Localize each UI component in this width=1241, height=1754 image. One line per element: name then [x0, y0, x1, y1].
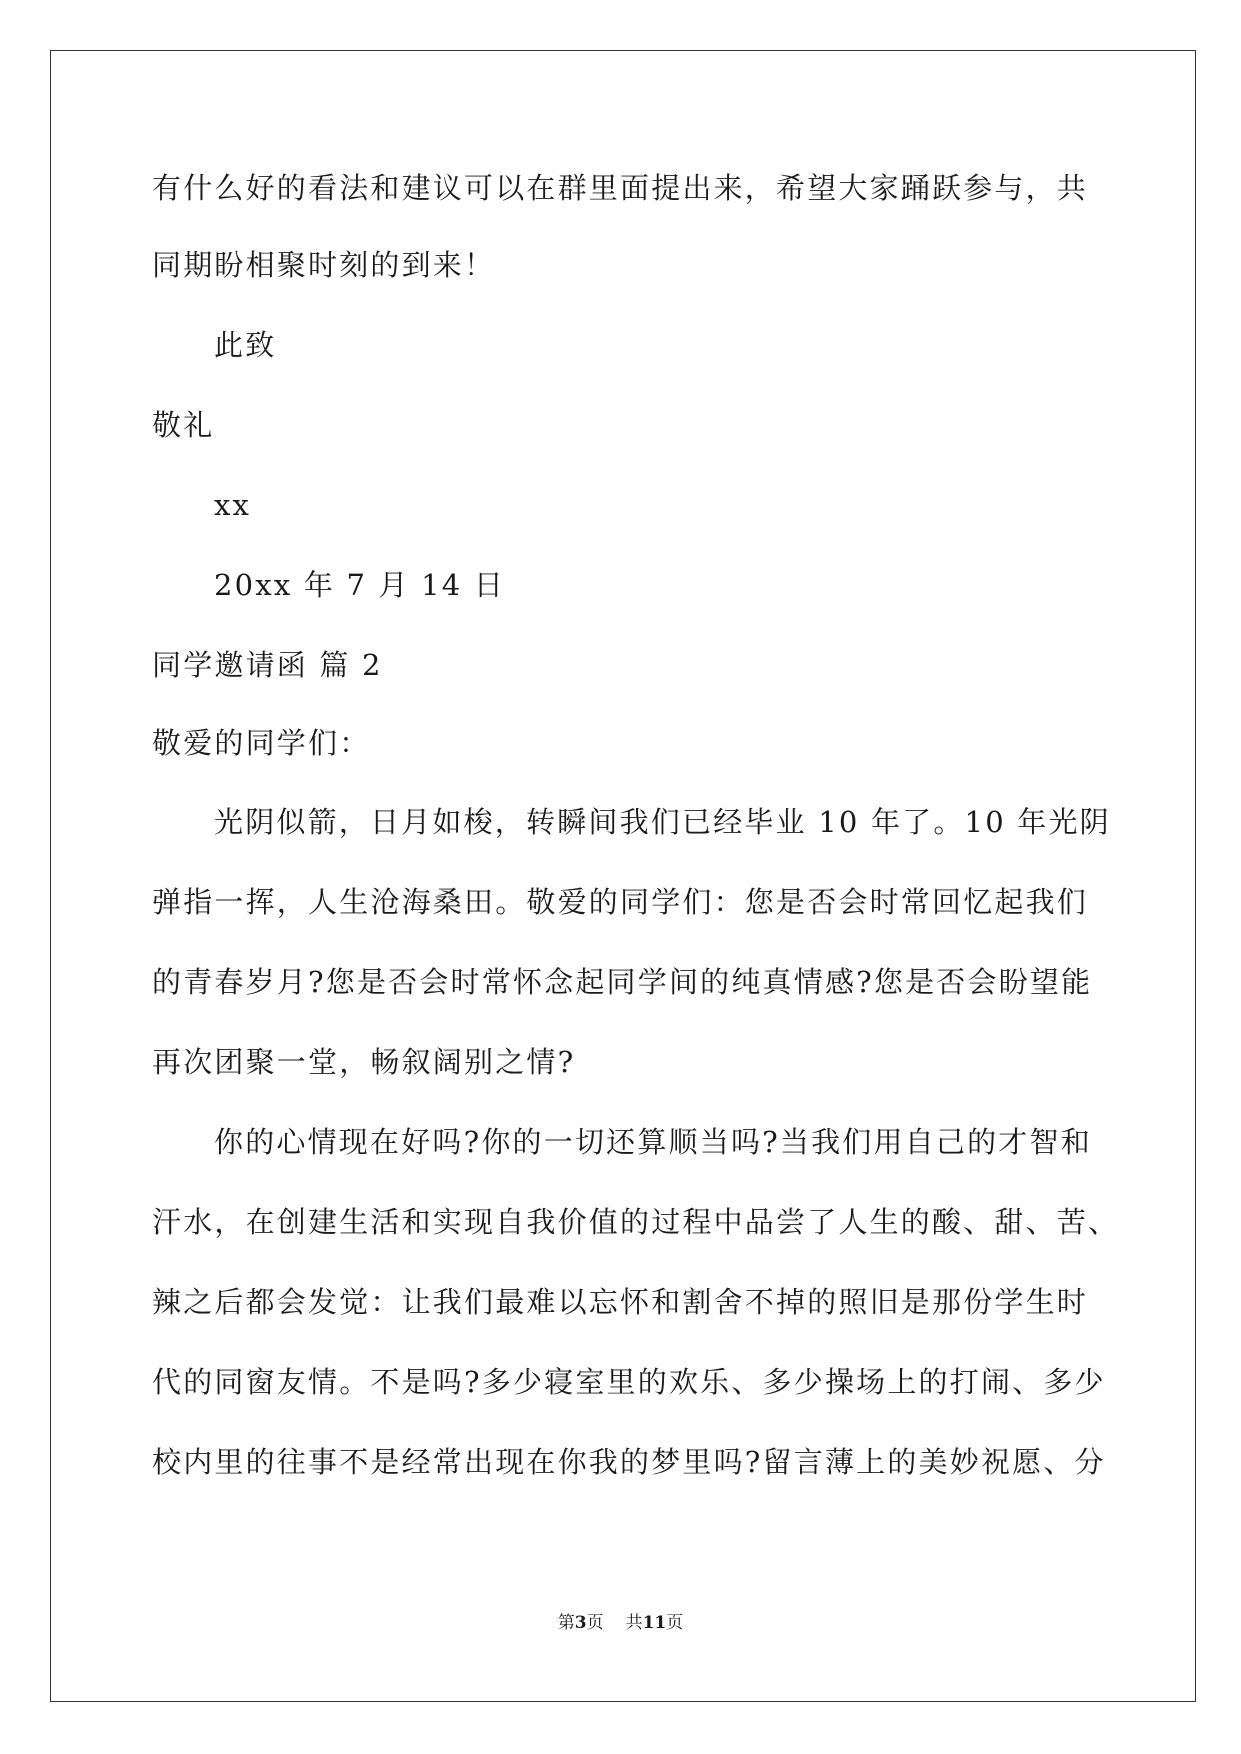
text-line: 有什么好的看法和建议可以在群里面提出来，希望大家踊跃参与，共: [152, 171, 1089, 205]
signature-date: 20xx 年 7 月 14 日: [214, 568, 506, 602]
text-line: 同期盼相聚时刻的到来！: [152, 248, 496, 282]
text-line: 辣之后都会发觉：让我们最难以忘怀和割舍不掉的照旧是那份学生时: [152, 1285, 1089, 1319]
footer-page-word: 页: [586, 1613, 604, 1633]
footer-total-prefix: 共: [625, 1613, 643, 1633]
closing-regards: 敬礼: [152, 408, 215, 442]
page-footer: [0, 1608, 1241, 1633]
text-line: 代的同窗友情。不是吗?多少寝室里的欢乐、多少操场上的打闹、多少: [152, 1365, 1106, 1399]
footer-total-suffix: 页: [666, 1613, 684, 1633]
signature-name: xx: [214, 488, 252, 522]
closing-salutation: 此致: [214, 328, 277, 362]
text-line: 的青春岁月?您是否会时常怀念起同学间的纯真情感?您是否会盼望能: [152, 965, 1093, 999]
text-line: 弹指一挥，人生沧海桑田。敬爱的同学们：您是否会时常回忆起我们: [152, 885, 1089, 919]
text-line: 你的心情现在好吗?你的一切还算顺当吗?当我们用自己的才智和: [214, 1125, 1092, 1159]
text-line: 再次团聚一堂，畅叙阔别之情?: [152, 1045, 576, 1079]
footer-prefix: 第: [557, 1613, 575, 1633]
text-line: 校内里的往事不是经常出现在你我的梦里吗?留言薄上的美妙祝愿、分: [152, 1445, 1106, 1479]
greeting: 敬爱的同学们：: [152, 726, 371, 760]
text-line: 光阴似箭，日月如梭，转瞬间我们已经毕业 10 年了。10 年光阴: [214, 805, 1111, 839]
section-title: 同学邀请函 篇 2: [152, 648, 383, 682]
text-line: 汗水，在创建生活和实现自我价值的过程中品尝了人生的酸、甜、苦、: [152, 1205, 1120, 1239]
total-pages-number: 11: [642, 1613, 667, 1633]
current-page-number: 3: [574, 1613, 587, 1633]
